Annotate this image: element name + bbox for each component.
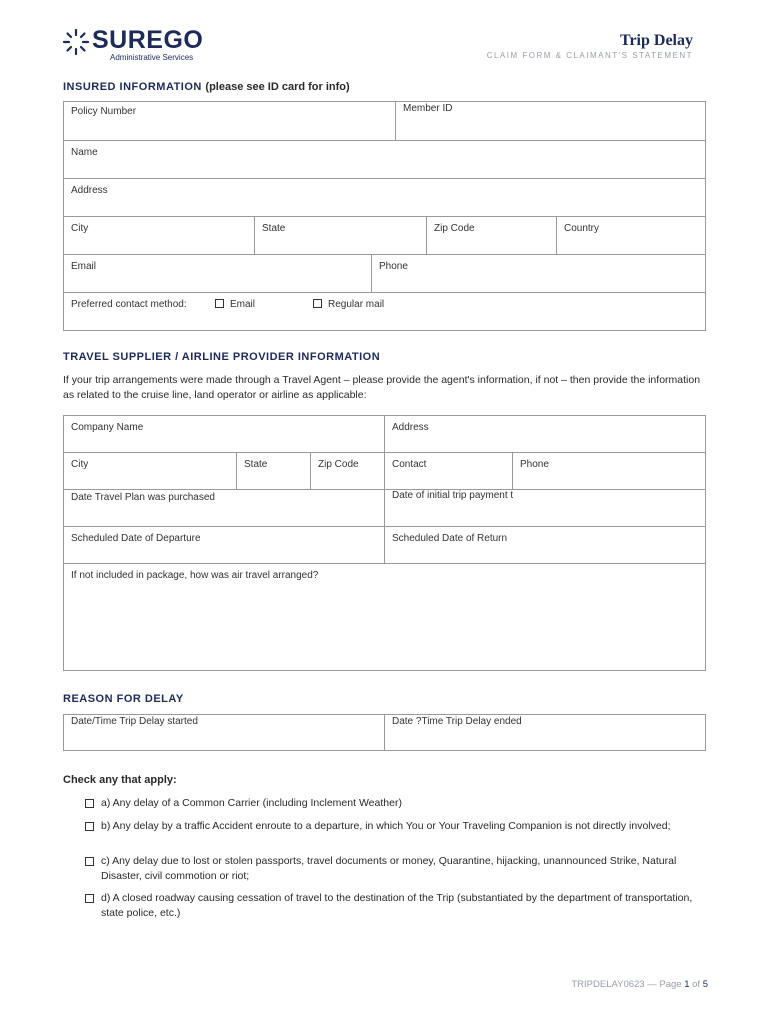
checkbox-icon[interactable]: [85, 857, 94, 866]
supplier-state-field[interactable]: [237, 453, 311, 489]
member-id-label: Member ID: [403, 103, 453, 114]
insured-heading: [63, 81, 350, 93]
return-date-field[interactable]: [385, 527, 705, 563]
footer-of: of: [692, 979, 701, 990]
insured-row-1: [64, 102, 705, 141]
supplier-contact-field[interactable]: [385, 453, 513, 489]
name-field[interactable]: [64, 141, 705, 179]
insured-row-contact: [64, 255, 705, 293]
contact-email-option[interactable]: [215, 299, 255, 310]
contact-mail-label: Regular mail: [328, 299, 385, 310]
logo-wordmark: SUREGO: [92, 26, 204, 54]
initial-payment-label: Date of initial trip payment t: [392, 490, 514, 501]
zip-label: Zip Code: [434, 223, 475, 234]
supplier-state-label: State: [244, 459, 268, 470]
supplier-address-field[interactable]: [385, 416, 705, 452]
phone-field[interactable]: [372, 255, 705, 292]
supplier-form: [63, 415, 706, 671]
member-id-field[interactable]: [396, 102, 705, 140]
supplier-row-3: [64, 490, 705, 527]
city-label: City: [71, 223, 89, 234]
preferred-contact-row: [64, 293, 705, 331]
preferred-contact-label: Preferred contact method:: [71, 299, 187, 310]
supplier-row-4: [64, 527, 705, 564]
state-field[interactable]: [255, 217, 427, 254]
check-option-d[interactable]: [85, 891, 710, 921]
delay-started-field[interactable]: [64, 715, 385, 751]
supplier-zip-field[interactable]: [311, 453, 385, 489]
check-option-a[interactable]: [85, 796, 710, 811]
email-label: Email: [71, 261, 97, 272]
contact-email-label: Email: [230, 299, 256, 310]
reason-row: [64, 715, 705, 751]
return-date-label: Scheduled Date of Return: [392, 533, 508, 544]
logo: [62, 26, 212, 66]
insured-row-city: [64, 217, 705, 255]
checkbox-icon[interactable]: [85, 799, 94, 808]
form-title: Trip Delay: [619, 32, 693, 49]
supplier-row-2: [64, 453, 705, 490]
supplier-contact-label: Contact: [392, 459, 427, 470]
logo-subtitle: Administrative Services: [110, 53, 194, 62]
date-purchased-label: Date Travel Plan was purchased: [71, 492, 215, 503]
delay-started-label: Date/Time Trip Delay started: [71, 716, 198, 727]
company-name-label: Company Name: [71, 422, 144, 433]
insured-heading-text: INSURED INFORMATION: [63, 81, 202, 93]
checkbox-icon[interactable]: [313, 299, 322, 308]
checks-title: Check any that apply:: [63, 774, 177, 786]
supplier-address-label: Address: [392, 422, 429, 433]
check-option-d-label: d) A closed roadway causing cessation of travel to the destination of the Trip (substantiated by the department of transportation, state police, etc.): [101, 892, 693, 919]
date-purchased-field[interactable]: [64, 490, 385, 526]
reason-form: [63, 714, 706, 751]
checkbox-icon[interactable]: [85, 894, 94, 903]
check-option-a-label: a) Any delay of a Common Carrier (including Inclement Weather): [101, 797, 402, 809]
check-option-b[interactable]: [85, 819, 710, 834]
supplier-phone-field[interactable]: [513, 453, 705, 489]
contact-mail-option[interactable]: [313, 299, 384, 310]
address-label: Address: [71, 185, 108, 196]
footer-total: 5: [702, 979, 708, 990]
page-footer: [571, 979, 708, 990]
policy-number-field[interactable]: [64, 102, 396, 140]
delay-ended-label: Date ?Time Trip Delay ended: [392, 716, 522, 727]
check-option-b-label: b) Any delay by a traffic Accident enroute to a departure, in which You or Your Traveling Companion is not directly involved;: [101, 820, 671, 832]
zip-field[interactable]: [427, 217, 557, 254]
check-option-c[interactable]: [85, 854, 710, 884]
policy-number-label: Policy Number: [71, 106, 137, 117]
checkbox-icon[interactable]: [215, 299, 224, 308]
address-field[interactable]: [64, 179, 705, 217]
supplier-instructions: If your trip arrangements were made through a Travel Agent – please provide the agent's information, if not – then provide the information as related to the cruise line, land operator or airline as applicable:: [63, 374, 701, 401]
footer-page: 1: [684, 979, 690, 990]
air-travel-field[interactable]: [64, 564, 705, 670]
initial-payment-field[interactable]: [385, 490, 705, 526]
reason-heading: REASON FOR DELAY: [63, 693, 184, 705]
phone-label: Phone: [379, 261, 408, 272]
checkbox-icon[interactable]: [85, 822, 94, 831]
footer-code: TRIPDELAY0623 — Page: [571, 979, 682, 990]
name-label: Name: [71, 147, 98, 158]
supplier-city-field[interactable]: [64, 453, 237, 489]
check-option-c-label: c) Any delay due to lost or stolen passports, travel documents or money, Quarantine, hijacking, unannounced Strike, Natural Disaster, civil commotion or riot;: [101, 855, 677, 882]
country-label: Country: [564, 223, 600, 234]
supplier-zip-label: Zip Code: [318, 459, 359, 470]
insured-form: [63, 101, 706, 331]
email-field[interactable]: [64, 255, 372, 292]
delay-ended-field[interactable]: [385, 715, 705, 751]
form-subtitle: CLAIM FORM & CLAIMANT'S STATEMENT: [486, 51, 693, 60]
supplier-city-label: City: [71, 459, 89, 470]
departure-date-label: Scheduled Date of Departure: [71, 533, 201, 544]
state-label: State: [262, 223, 286, 234]
supplier-heading: TRAVEL SUPPLIER / AIRLINE PROVIDER INFORMATION: [63, 351, 381, 363]
sunburst-logo-icon: [62, 28, 90, 56]
supplier-phone-label: Phone: [520, 459, 549, 470]
country-field[interactable]: [557, 217, 705, 254]
company-name-field[interactable]: [64, 416, 385, 452]
insured-note: (please see ID card for info): [205, 81, 350, 93]
city-field[interactable]: [64, 217, 255, 254]
departure-date-field[interactable]: [64, 527, 385, 563]
supplier-row-1: [64, 416, 705, 453]
air-travel-label: If not included in package, how was air travel arranged?: [71, 570, 319, 581]
